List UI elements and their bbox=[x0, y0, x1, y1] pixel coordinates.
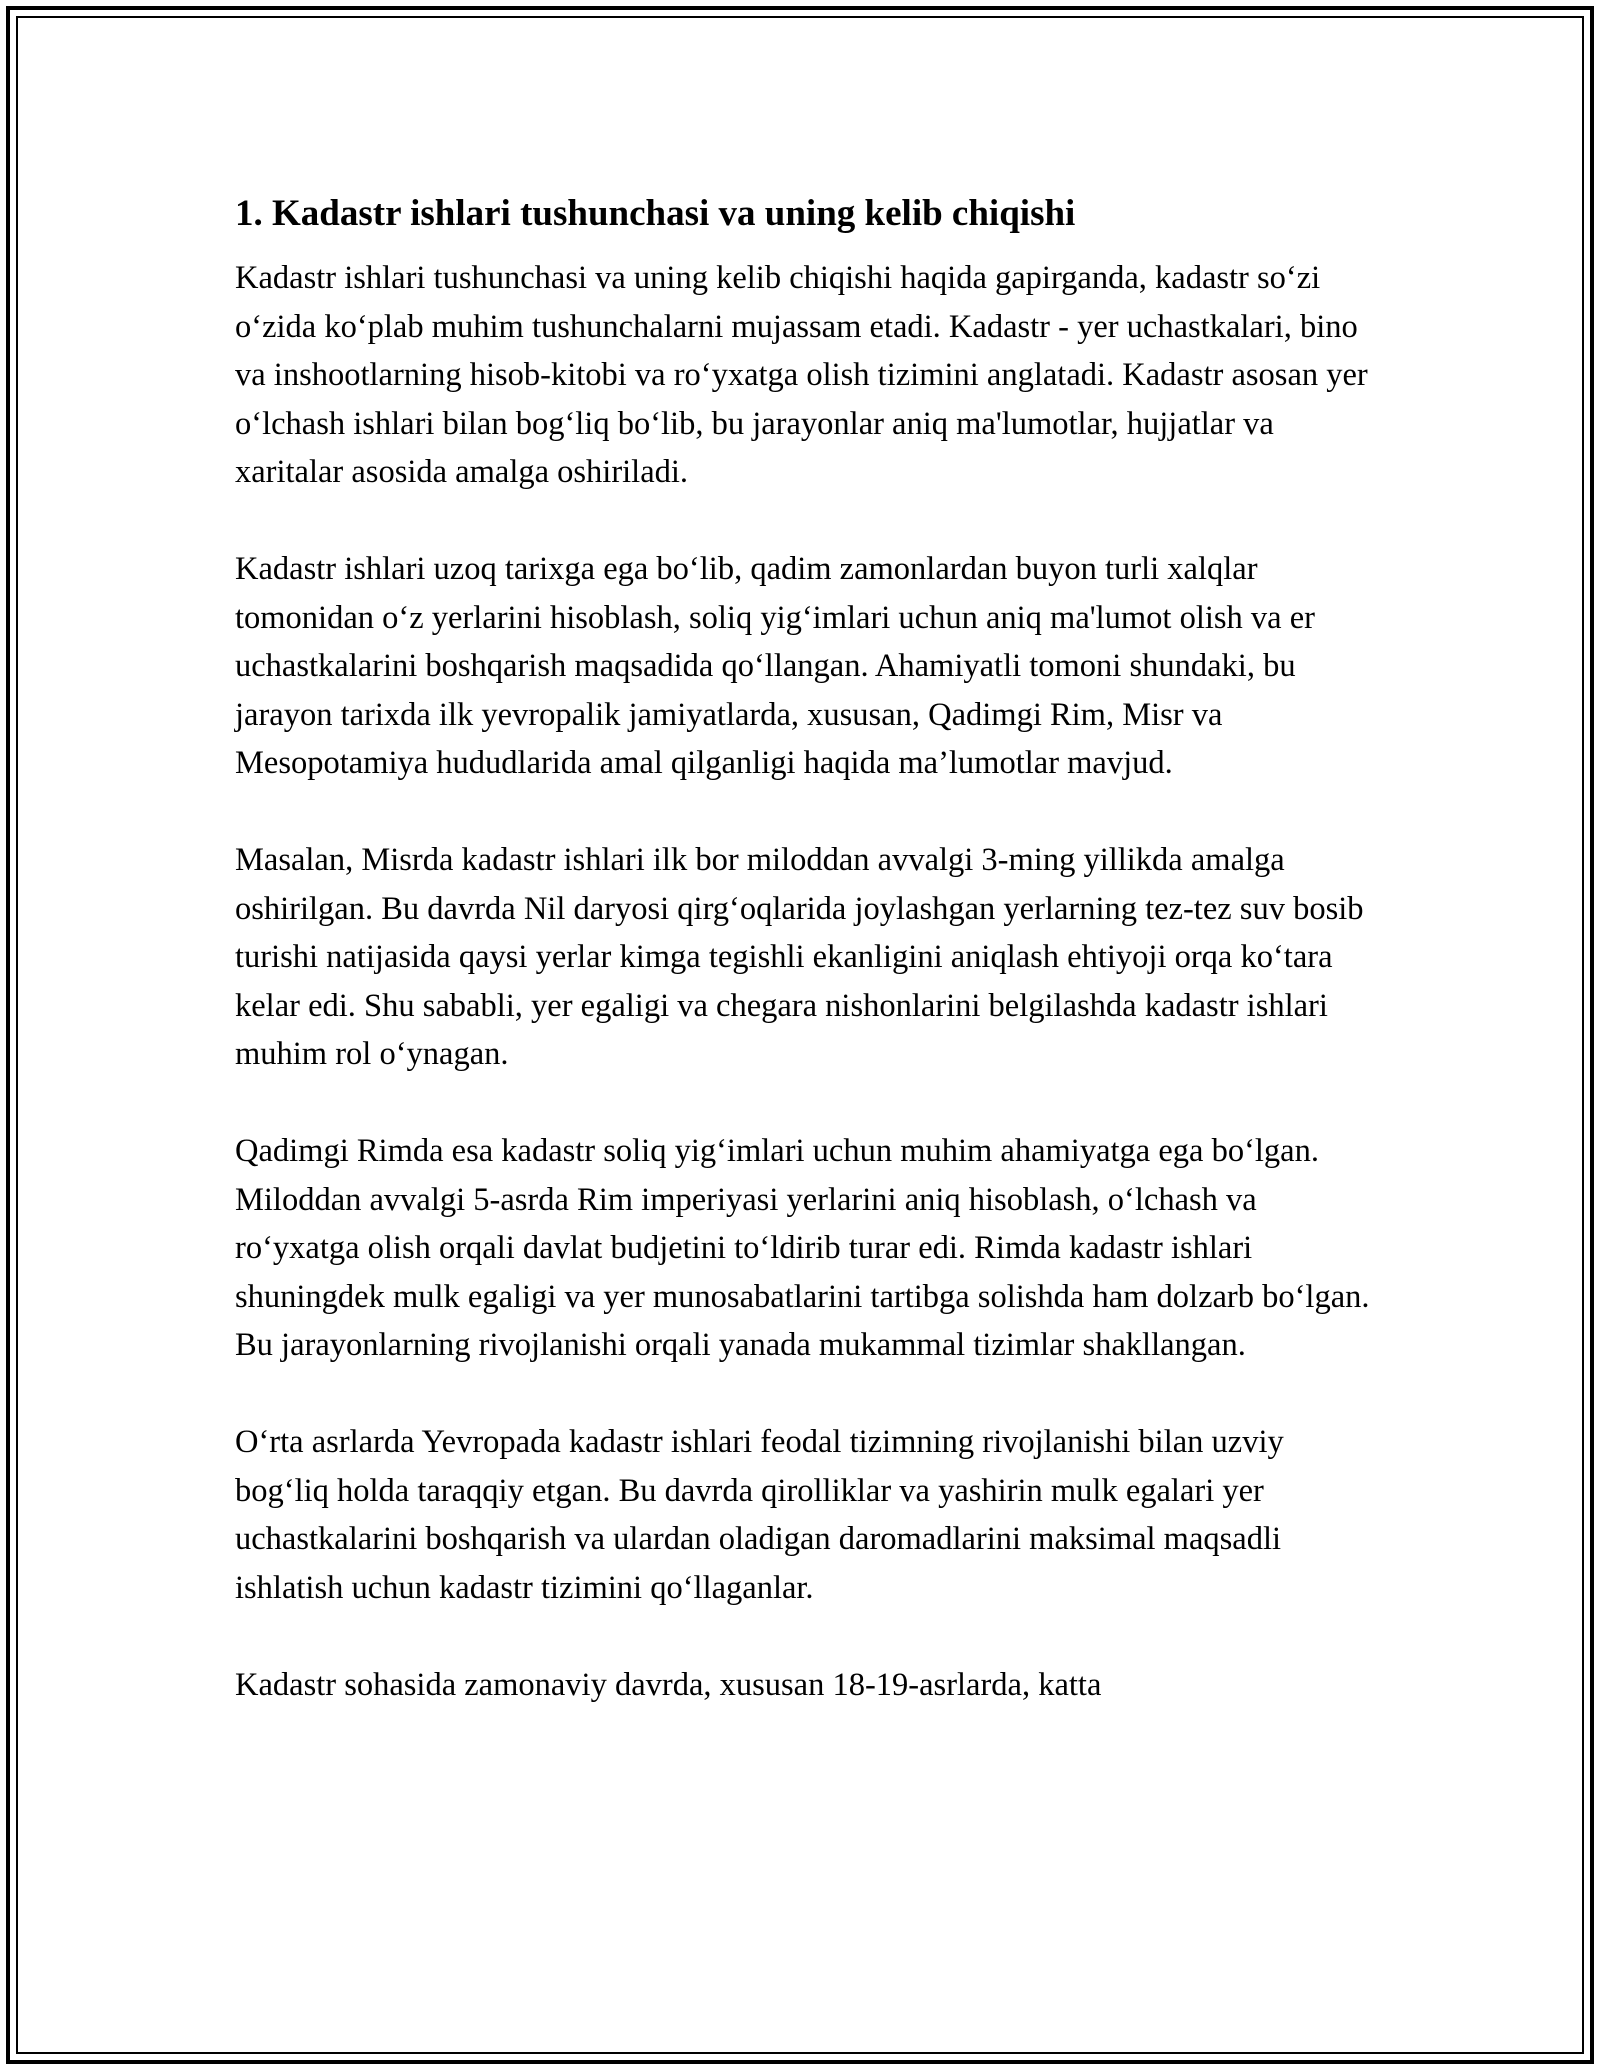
paragraph-2: Kadastr ishlari uzoq tarixga ega bo‘lib, qadim zamonlardan buyon turli xalqlar tomonidan o‘z yerlarini hisoblash, soliq yig‘imlari uchun aniq ma'lumot olish va er uchastkalarini boshqarish maqsadida qo‘llangan. Ahamiyatli tomoni shundaki, bu jarayon tarixda ilk yevropalik jamiyatlarda, xususan, Qadimgi Rim, Misr va Mesopotamiya hududlarida amal qilganligi haqida ma’lumotlar mavjud. bbox=[235, 551, 1315, 781]
paragraph-5: O‘rta asrlarda Yevropada kadastr ishlari feodal tizimning rivojlanishi bilan uzviy bog‘liq holda taraqqiy etgan. Bu davrda qirolliklar va yashirin mulk egalari yer uchastkalarini boshqarish va ulardan oladigan daromadlarini maksimal maqsadli ishlatish uchun kadastr tizimini qo‘llaganlar. bbox=[235, 1424, 1284, 1606]
paragraph-1: Kadastr ishlari tushunchasi va uning kelib chiqishi haqida gapirganda, kadastr so‘zi o‘zida ko‘plab muhim tushunchalarni mujassam etadi. Kadastr - yer uchastkalari, bino va inshootlarning hisob-kitobi va ro‘yxatga olish tizimini anglatadi. Kadastr asosan yer o‘lchash ishlari bilan bog‘liq bo‘lib, bu jarayonlar aniq ma'lumotlar, hujjatlar va xaritalar asosida amalga oshiriladi. bbox=[235, 260, 1368, 490]
document-body bbox=[235, 186, 1385, 1709]
paragraph-4: Qadimgi Rimda esa kadastr soliq yig‘imlari uchun muhim ahamiyatga ega bo‘lgan. Miloddan avvalgi 5-asrda Rim imperiyasi yerlarini aniq hisoblash, o‘lchash va ro‘yxatga olish orqali davlat budjetini to‘ldirib turar edi. Rimda kadastr ishlari shuningdek mulk egaligi va yer munosabatlarini tartibga solishda ham dolzarb bo‘lgan. Bu jarayonlarning rivojlanishi orqali yanada mukammal tizimlar shakllangan. bbox=[235, 1133, 1370, 1363]
paragraph-3: Masalan, Misrda kadastr ishlari ilk bor miloddan avvalgi 3-ming yillikda amalga oshirilgan. Bu davrda Nil daryosi qirg‘oqlarida joylashgan yerlarning tez-tez suv bosib turishi natijasida qaysi yerlar kimga tegishli ekanligini aniqlash ehtiyoji orqa ko‘tara kelar edi. Shu sababli, yer egaligi va chegara nishonlarini belgilashda kadastr ishlari muhim rol o‘ynagan. bbox=[235, 842, 1364, 1072]
paragraph-6: Kadastr sohasida zamonaviy davrda, xususan 18-19-asrlarda, katta bbox=[235, 1666, 1102, 1703]
section-heading: 1. Kadastr ishlari tushunchasi va uning kelib chiqishi bbox=[235, 193, 1076, 234]
